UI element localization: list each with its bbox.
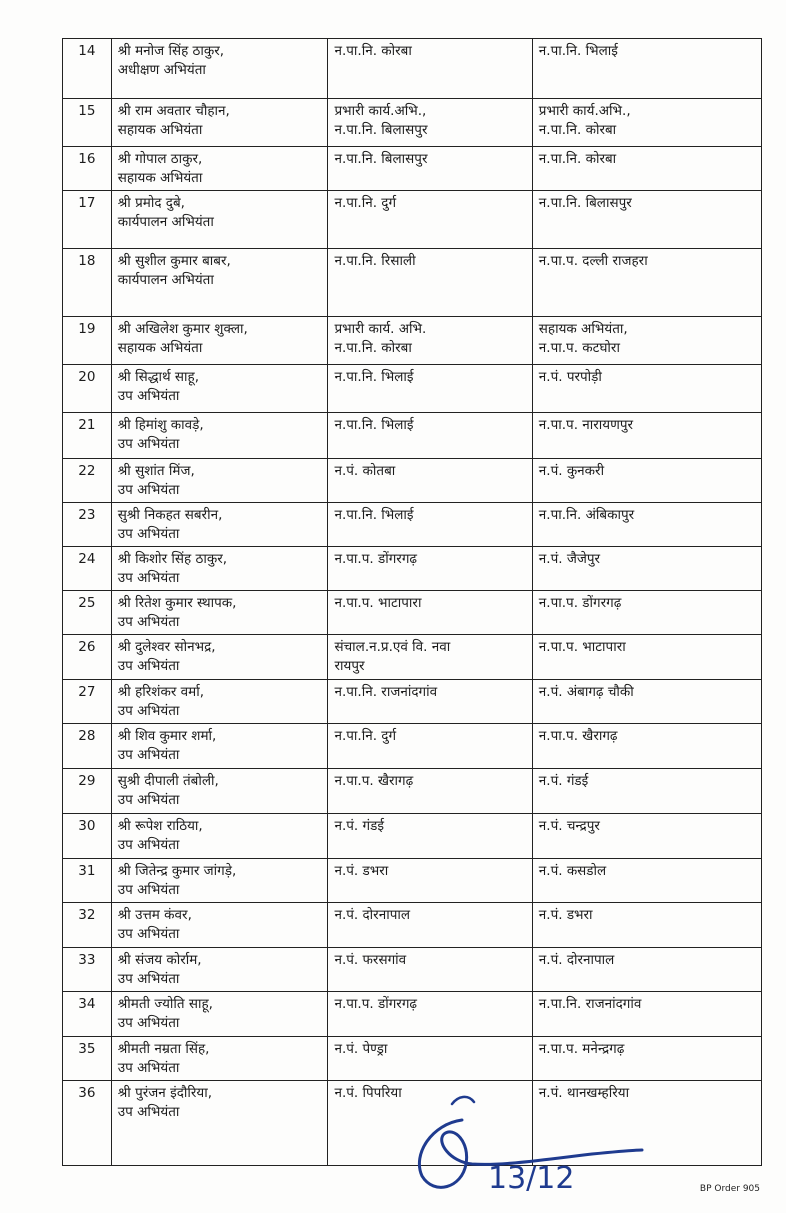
new-posting-line-1: न.पा.प. भाटापारा xyxy=(538,639,626,655)
officer-name: श्री अखिलेश कुमार शुक्ला, xyxy=(117,321,248,337)
officer-designation: सहायक अभियंता xyxy=(117,122,203,138)
new-posting-cell xyxy=(532,724,761,769)
new-posting-cell xyxy=(532,992,761,1037)
current-posting-line-1: न.पं. दोरनापाल xyxy=(334,907,411,923)
serial-number: 29 xyxy=(78,773,96,789)
current-posting-line-1: न.पं. फरसगांव xyxy=(334,952,407,968)
officer-cell xyxy=(111,1037,328,1081)
current-posting-line-1: न.पं. गंडई xyxy=(334,818,384,834)
current-posting-line-1: संचाल.न.प्र.एवं वि. नवा xyxy=(334,639,451,655)
new-posting-cell xyxy=(532,948,761,992)
current-posting-line-1: न.पा.नि. दुर्ग xyxy=(334,195,397,211)
officer-cell xyxy=(111,948,328,992)
new-posting-line-1: न.पा.प. मनेन्द्रगढ़ xyxy=(538,1041,625,1057)
officer-cell xyxy=(111,317,328,365)
signature xyxy=(392,1084,652,1204)
officer-cell xyxy=(111,99,328,147)
officer-name: श्री मनोज सिंह ठाकुर, xyxy=(117,43,225,59)
officer-designation: उप अभियंता xyxy=(117,658,180,674)
current-posting-line-1: न.पं. कोतबा xyxy=(334,463,396,479)
current-posting-line-2: रायपुर xyxy=(334,658,365,674)
table-row xyxy=(63,365,762,413)
serial-number-cell xyxy=(63,992,112,1037)
table-row xyxy=(63,249,762,317)
new-posting-line-1: न.पं. कसडोल xyxy=(538,863,607,879)
current-posting-line-1: न.पा.नि. भिलाई xyxy=(334,369,414,385)
current-posting-line-1: न.पं. डभरा xyxy=(334,863,389,879)
serial-number-cell xyxy=(63,413,112,459)
current-posting-cell xyxy=(328,147,532,191)
new-posting-line-1: न.पा.प. खैरागढ़ xyxy=(538,728,618,744)
officer-designation: उप अभियंता xyxy=(117,1060,180,1076)
officer-name: श्री सुशील कुमार बाबर, xyxy=(117,253,231,269)
officer-cell xyxy=(111,503,328,547)
current-posting-line-1: न.पा.नि. राजनांदगांव xyxy=(334,684,438,700)
table-row xyxy=(63,992,762,1037)
table-row xyxy=(63,503,762,547)
current-posting-line-1: न.पं. पेण्ड्रा xyxy=(334,1041,388,1057)
current-posting-line-1: न.पं. पिपरिया xyxy=(334,1085,402,1101)
current-posting-line-2: न.पा.नि. बिलासपुर xyxy=(334,122,428,138)
table-row xyxy=(63,459,762,503)
officer-cell xyxy=(111,635,328,680)
serial-number-cell xyxy=(63,459,112,503)
new-posting-line-2: न.पा.प. कटघोरा xyxy=(538,340,620,356)
new-posting-line-2: न.पा.नि. कोरबा xyxy=(538,122,617,138)
current-posting-cell xyxy=(328,99,532,147)
serial-number-cell xyxy=(63,1081,112,1166)
current-posting-line-1: प्रभारी कार्य.अभि., xyxy=(334,103,427,119)
officer-designation: उप अभियंता xyxy=(117,1015,180,1031)
officer-name: श्री हरिशंकर वर्मा, xyxy=(117,684,204,700)
officer-designation: कार्यपालन अभियंता xyxy=(117,272,214,288)
serial-number: 19 xyxy=(78,321,96,337)
new-posting-cell xyxy=(532,814,761,859)
serial-number-cell xyxy=(63,635,112,680)
serial-number: 21 xyxy=(78,417,96,433)
new-posting-line-1: न.पं. गंडई xyxy=(538,773,589,789)
serial-number-cell xyxy=(63,99,112,147)
current-posting-line-1: न.पा.प. डोंगरगढ़ xyxy=(334,996,418,1012)
officer-name: श्री जितेन्द्र कुमार जांगड़े, xyxy=(117,863,237,879)
serial-number-cell xyxy=(63,1037,112,1081)
current-posting-line-1: न.पा.नि. रिसाली xyxy=(334,253,416,269)
officer-name: श्री शिव कुमार शर्मा, xyxy=(117,728,217,744)
current-posting-cell xyxy=(328,459,532,503)
table-row xyxy=(63,39,762,99)
serial-number: 32 xyxy=(78,907,96,923)
current-posting-cell xyxy=(328,903,532,948)
new-posting-line-1: न.पं. अंबागढ़ चौकी xyxy=(538,684,634,700)
officer-cell xyxy=(111,814,328,859)
footer-code: BP Order 905 xyxy=(699,1184,760,1194)
new-posting-cell xyxy=(532,503,761,547)
serial-number: 28 xyxy=(78,728,96,744)
officer-designation: उप अभियंता xyxy=(117,747,180,763)
table-row xyxy=(63,547,762,591)
current-posting-cell xyxy=(328,249,532,317)
serial-number-cell xyxy=(63,769,112,814)
officer-designation: कार्यपालन अभियंता xyxy=(117,214,214,230)
serial-number: 15 xyxy=(78,103,96,119)
new-posting-line-1: न.पं. दोरनापाल xyxy=(538,952,615,968)
serial-number-cell xyxy=(63,859,112,903)
new-posting-cell xyxy=(532,547,761,591)
serial-number-cell xyxy=(63,591,112,635)
new-posting-line-1: न.पा.नि. राजनांदगांव xyxy=(538,996,642,1012)
current-posting-cell xyxy=(328,547,532,591)
new-posting-line-1: न.पा.नि. बिलासपुर xyxy=(538,195,632,211)
officer-cell xyxy=(111,365,328,413)
serial-number: 36 xyxy=(78,1085,96,1101)
serial-number: 26 xyxy=(78,639,96,655)
new-posting-cell xyxy=(532,249,761,317)
officer-designation: उप अभियंता xyxy=(117,882,180,898)
serial-number: 18 xyxy=(78,253,96,269)
serial-number: 35 xyxy=(78,1041,96,1057)
table-row xyxy=(63,680,762,724)
current-posting-cell xyxy=(328,317,532,365)
serial-number: 30 xyxy=(78,818,96,834)
current-posting-cell xyxy=(328,1037,532,1081)
new-posting-cell xyxy=(532,680,761,724)
officer-name: श्री रूपेश राठिया, xyxy=(117,818,203,834)
table-row xyxy=(63,903,762,948)
current-posting-line-1: न.पा.नि. भिलाई xyxy=(334,507,414,523)
serial-number: 34 xyxy=(78,996,96,1012)
officer-cell xyxy=(111,1081,328,1166)
serial-number-cell xyxy=(63,147,112,191)
new-posting-cell xyxy=(532,99,761,147)
current-posting-line-1: न.पा.नि. भिलाई xyxy=(334,417,414,433)
officer-designation: उप अभियंता xyxy=(117,526,180,542)
officer-name: श्री प्रमोद दुबे, xyxy=(117,195,185,211)
current-posting-cell xyxy=(328,191,532,249)
officer-name: श्री सिद्धार्थ साहू, xyxy=(117,369,199,385)
new-posting-line-1: न.पा.प. दल्ली राजहरा xyxy=(538,253,648,269)
serial-number-cell xyxy=(63,814,112,859)
new-posting-cell xyxy=(532,365,761,413)
table-row xyxy=(63,147,762,191)
current-posting-cell xyxy=(328,635,532,680)
new-posting-cell xyxy=(532,413,761,459)
officer-name: श्री पुरंजन इंदौरिया, xyxy=(117,1085,212,1101)
officer-cell xyxy=(111,413,328,459)
current-posting-cell xyxy=(328,413,532,459)
officer-cell xyxy=(111,769,328,814)
officer-designation: उप अभियंता xyxy=(117,792,180,808)
officer-name: श्री उत्तम कंवर, xyxy=(117,907,192,923)
new-posting-line-1: न.पं. कुनकरी xyxy=(538,463,605,479)
officer-cell xyxy=(111,147,328,191)
table-row xyxy=(63,769,762,814)
officer-designation: उप अभियंता xyxy=(117,570,180,586)
table-row xyxy=(63,1037,762,1081)
new-posting-cell xyxy=(532,39,761,99)
table-row xyxy=(63,859,762,903)
new-posting-cell xyxy=(532,591,761,635)
current-posting-line-1: न.पा.नि. कोरबा xyxy=(334,43,412,59)
new-posting-cell xyxy=(532,191,761,249)
new-posting-line-1: न.पा.प. डोंगरगढ़ xyxy=(538,595,622,611)
table-row xyxy=(63,191,762,249)
new-posting-line-1: सहायक अभियंता, xyxy=(538,321,628,337)
officer-designation: उप अभियंता xyxy=(117,436,180,452)
new-posting-line-1: न.पं. थानखम्हरिया xyxy=(538,1085,630,1101)
officer-designation: सहायक अभियंता xyxy=(117,340,203,356)
current-posting-cell xyxy=(328,680,532,724)
serial-number: 23 xyxy=(78,507,96,523)
officer-designation: सहायक अभियंता xyxy=(117,170,203,186)
officer-cell xyxy=(111,591,328,635)
new-posting-line-1: न.पं. परपोड़ी xyxy=(538,369,602,385)
table-row xyxy=(63,724,762,769)
serial-number-cell xyxy=(63,191,112,249)
new-posting-line-1: न.पं. चन्द्रपुर xyxy=(538,818,600,834)
officer-name: श्रीमती ज्योति साहू, xyxy=(117,996,213,1012)
serial-number-cell xyxy=(63,903,112,948)
signature-date: 13/12 xyxy=(488,1161,575,1196)
officer-designation: उप अभियंता xyxy=(117,614,180,630)
new-posting-cell xyxy=(532,859,761,903)
table-row xyxy=(63,99,762,147)
serial-number-cell xyxy=(63,948,112,992)
current-posting-line-1: न.पा.नि. बिलासपुर xyxy=(334,151,428,167)
new-posting-cell xyxy=(532,769,761,814)
new-posting-line-1: प्रभारी कार्य.अभि., xyxy=(538,103,631,119)
serial-number-cell xyxy=(63,39,112,99)
serial-number: 25 xyxy=(78,595,96,611)
new-posting-cell xyxy=(532,1037,761,1081)
current-posting-cell xyxy=(328,365,532,413)
table-row xyxy=(63,814,762,859)
officer-name: श्री गोपाल ठाकुर, xyxy=(117,151,203,167)
officer-cell xyxy=(111,724,328,769)
serial-number: 33 xyxy=(78,952,96,968)
serial-number-cell xyxy=(63,249,112,317)
new-posting-cell xyxy=(532,317,761,365)
serial-number-cell xyxy=(63,365,112,413)
officer-name: श्री राम अवतार चौहान, xyxy=(117,103,230,119)
current-posting-cell xyxy=(328,591,532,635)
table-row xyxy=(63,948,762,992)
table-row xyxy=(63,591,762,635)
current-posting-cell xyxy=(328,859,532,903)
officer-name: श्री रितेश कुमार स्थापक, xyxy=(117,595,237,611)
serial-number: 22 xyxy=(78,463,96,479)
current-posting-line-1: न.पा.प. भाटापारा xyxy=(334,595,422,611)
officer-designation: उप अभियंता xyxy=(117,926,180,942)
officer-cell xyxy=(111,459,328,503)
officer-designation: उप अभियंता xyxy=(117,703,180,719)
new-posting-line-1: न.पं. जैजेपुर xyxy=(538,551,601,567)
new-posting-line-1: न.पा.नि. भिलाई xyxy=(538,43,618,59)
current-posting-cell xyxy=(328,503,532,547)
current-posting-cell xyxy=(328,948,532,992)
officer-designation: अधीक्षण अभियंता xyxy=(117,62,206,78)
current-posting-cell xyxy=(328,992,532,1037)
serial-number-cell xyxy=(63,680,112,724)
officer-name: श्री किशोर सिंह ठाकुर, xyxy=(117,551,228,567)
officer-cell xyxy=(111,992,328,1037)
officer-name: श्री दुलेश्वर सोनभद्र, xyxy=(117,639,216,655)
current-posting-cell xyxy=(328,769,532,814)
current-posting-cell xyxy=(328,724,532,769)
serial-number: 20 xyxy=(78,369,96,385)
new-posting-line-1: न.पा.नि. कोरबा xyxy=(538,151,617,167)
serial-number-cell xyxy=(63,317,112,365)
new-posting-cell xyxy=(532,903,761,948)
officer-cell xyxy=(111,547,328,591)
serial-number: 27 xyxy=(78,684,96,700)
officer-name: सुश्री दीपाली तंबोली, xyxy=(117,773,219,789)
officer-cell xyxy=(111,191,328,249)
officer-name: श्री सुशांत मिंज, xyxy=(117,463,195,479)
officer-cell xyxy=(111,249,328,317)
table-row xyxy=(63,635,762,680)
officer-cell xyxy=(111,39,328,99)
current-posting-line-1: प्रभारी कार्य. अभि. xyxy=(334,321,427,337)
officer-name: श्री हिमांशु कावड़े, xyxy=(117,417,204,433)
officer-name: श्रीमती नम्रता सिंह, xyxy=(117,1041,210,1057)
new-posting-cell xyxy=(532,635,761,680)
officer-designation: उप अभियंता xyxy=(117,837,180,853)
serial-number: 31 xyxy=(78,863,96,879)
current-posting-line-2: न.पा.नि. कोरबा xyxy=(334,340,412,356)
serial-number-cell xyxy=(63,724,112,769)
new-posting-cell xyxy=(532,147,761,191)
officer-designation: उप अभियंता xyxy=(117,388,180,404)
new-posting-line-1: न.पा.नि. अंबिकापुर xyxy=(538,507,635,523)
new-posting-cell xyxy=(532,459,761,503)
table-row xyxy=(63,317,762,365)
serial-number-cell xyxy=(63,503,112,547)
current-posting-line-1: न.पा.नि. दुर्ग xyxy=(334,728,397,744)
serial-number-cell xyxy=(63,547,112,591)
officer-cell xyxy=(111,859,328,903)
officer-name: श्री संजय कोर्राम, xyxy=(117,952,202,968)
current-posting-line-1: न.पा.प. डोंगरगढ़ xyxy=(334,551,418,567)
transfer-table-body xyxy=(63,39,762,1166)
officer-designation: उप अभियंता xyxy=(117,1104,180,1120)
serial-number: 14 xyxy=(78,43,96,59)
new-posting-line-1: न.पं. डभरा xyxy=(538,907,593,923)
table-row xyxy=(63,413,762,459)
serial-number: 17 xyxy=(78,195,96,211)
officer-cell xyxy=(111,680,328,724)
serial-number: 24 xyxy=(78,551,96,567)
new-posting-line-1: न.पा.प. नारायणपुर xyxy=(538,417,634,433)
current-posting-cell xyxy=(328,814,532,859)
officer-cell xyxy=(111,903,328,948)
current-posting-cell xyxy=(328,39,532,99)
serial-number: 16 xyxy=(78,151,96,167)
officer-designation: उप अभियंता xyxy=(117,482,180,498)
current-posting-line-1: न.पा.प. खैरागढ़ xyxy=(334,773,414,789)
officer-name: सुश्री निकहत सबरीन, xyxy=(117,507,223,523)
officer-designation: उप अभियंता xyxy=(117,971,180,987)
transfer-table xyxy=(62,38,762,1166)
